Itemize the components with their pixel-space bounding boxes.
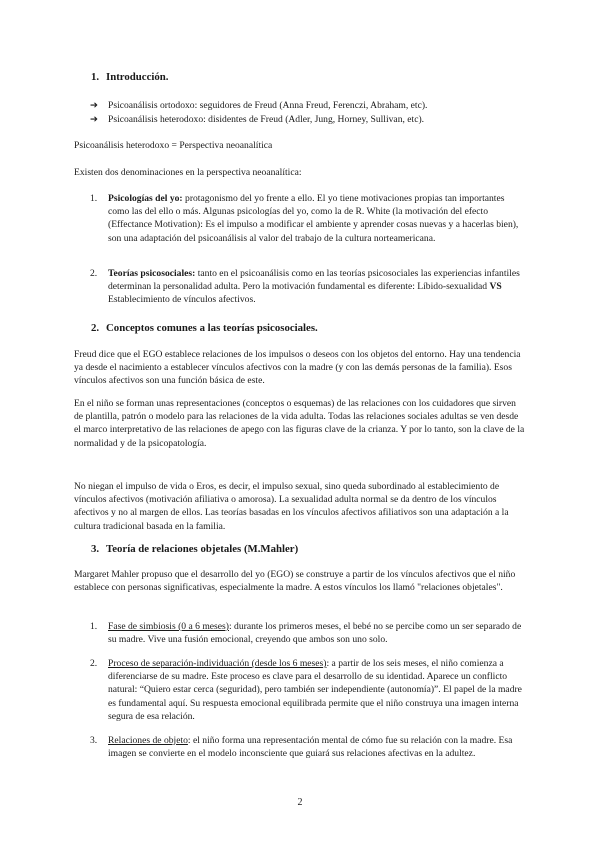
list-item-teorias-psicosociales: 2. Teorías psicosociales: tanto en el psicoanálisis como en las teorías psicosociales las experiencias infantiles determinan la personalidad adulta. Pero la motivación fundamental es diferente: Líbido-sexualidad VS Establecimiento de vínculos afectivos. xyxy=(90,268,520,306)
arrow-bullet-icon: ➔ xyxy=(90,100,99,111)
arrow-bullet-icon: ➔ xyxy=(90,114,99,125)
list-item-relaciones-de-objeto: 3. Relaciones de objeto: el niño forma una representación mental de cómo fue su relación con la madre. Esa imagen se convierte en el modelo inconsciente que guiará sus relaciones afectivas en la adultez. xyxy=(90,735,513,760)
paragraph-nino: En el niño se forman unas representaciones (conceptos o esquemas) de las relaciones con los cuidadores que sirven de plantilla, patrón o modelo para las relaciones de la vida adulta. Todas las relaciones sociales adultas se ven desde el marco interpretativo de las relaciones de apego con las figuras clave de la crianza. Y por lo tanto, son la clave de la normalidad y de la psicopatología. xyxy=(74,398,525,449)
section-heading-introduccion: 1. Introducción. xyxy=(91,71,169,83)
paragraph-heterodoxo: Psicoanálisis heterodoxo = Perspectiva neoanalítica xyxy=(74,140,273,151)
list-item-separacion-individuacion: 2. Proceso de separación-individuación (desde los 6 meses): a partir de los seis meses, el niño comienza a diferenciarse de su madre. Este proceso es clave para el desarrollo de su identidad. Aparece un conflicto natural: “Quiero estar cerca (seguridad), pero también ser independiente (autonomía)”. El papel de la madre es fundamental aquí. Su respuesta emocional equilibrada permite que el niño construya una imagen interna segura de esa relación. xyxy=(90,658,522,722)
section-heading-relaciones-objetales: 3. Teoría de relaciones objetales (M.Mahler) xyxy=(91,543,299,555)
list-item-psicologias-del-yo: 1. Psicologías del yo: protagonismo del yo frente a ello. El yo tiene motivaciones propias tan importantes como las del ello o más. Algunas psicologías del yo, como la de R. White (la motivación del efecto (Effectance Motivation): Es el impulso a modificar el ambiente y aprender cosas nuevas y a hacerlas bien), son una adaptación del psicoanálisis al valor del trabajo de la cultura norteamericana. xyxy=(90,193,519,244)
paragraph-denominaciones: Existen dos denominaciones en la perspectiva neoanalítica: xyxy=(74,167,302,178)
list-item-fase-simbiosis: 1. Fase de simbiosis (0 a 6 meses): durante los primeros meses, el bebé no se percibe como un ser separado de su madre. Vive una fusión emocional, creyendo que ambos son uno solo. xyxy=(90,621,522,646)
paragraph-niegan: No niegan el impulso de vida o Eros, es decir, el impulso sexual, sino queda subordinado al establecimiento de vínculos afectivos (motivación afiliativa o amorosa). La sexualidad adulta normal se da dentro de los vínculos afectivos y no al margen de ellos. Las teorías basadas en los vínculos afectivos afiliativos son una adaptación a la cultura tradicional basada en la familia. xyxy=(74,481,509,532)
bullet-item-ortodoxo: ➔ Psicoanálisis ortodoxo: seguidores de Freud (Anna Freud, Ferenczi, Abraham, etc). xyxy=(90,100,428,111)
bullet-item-heterodoxo: ➔ Psicoanálisis heterodoxo: disidentes de Freud (Adler, Jung, Horney, Sullivan, etc). xyxy=(90,114,425,125)
section-heading-conceptos: 2. Conceptos comunes a las teorías psicosociales. xyxy=(91,322,318,334)
page-number: 2 xyxy=(297,797,303,808)
paragraph-freud: Freud dice que el EGO establece relaciones de los impulsos o deseos con los objetos del entorno. Hay una tendencia ya desde el nacimiento a establecer vínculos afectivos con la madre (y con las demás personas de la familia). Esos vínculos afectivos son una función básica de este. xyxy=(74,349,521,387)
paragraph-mahler: Margaret Mahler propuso que el desarrollo del yo (EGO) se construye a partir de los vínculos afectivos que el niño establece con personas significativas, especialmente la madre. A estos vínculos los llamó "relaciones objetales". xyxy=(74,569,516,594)
